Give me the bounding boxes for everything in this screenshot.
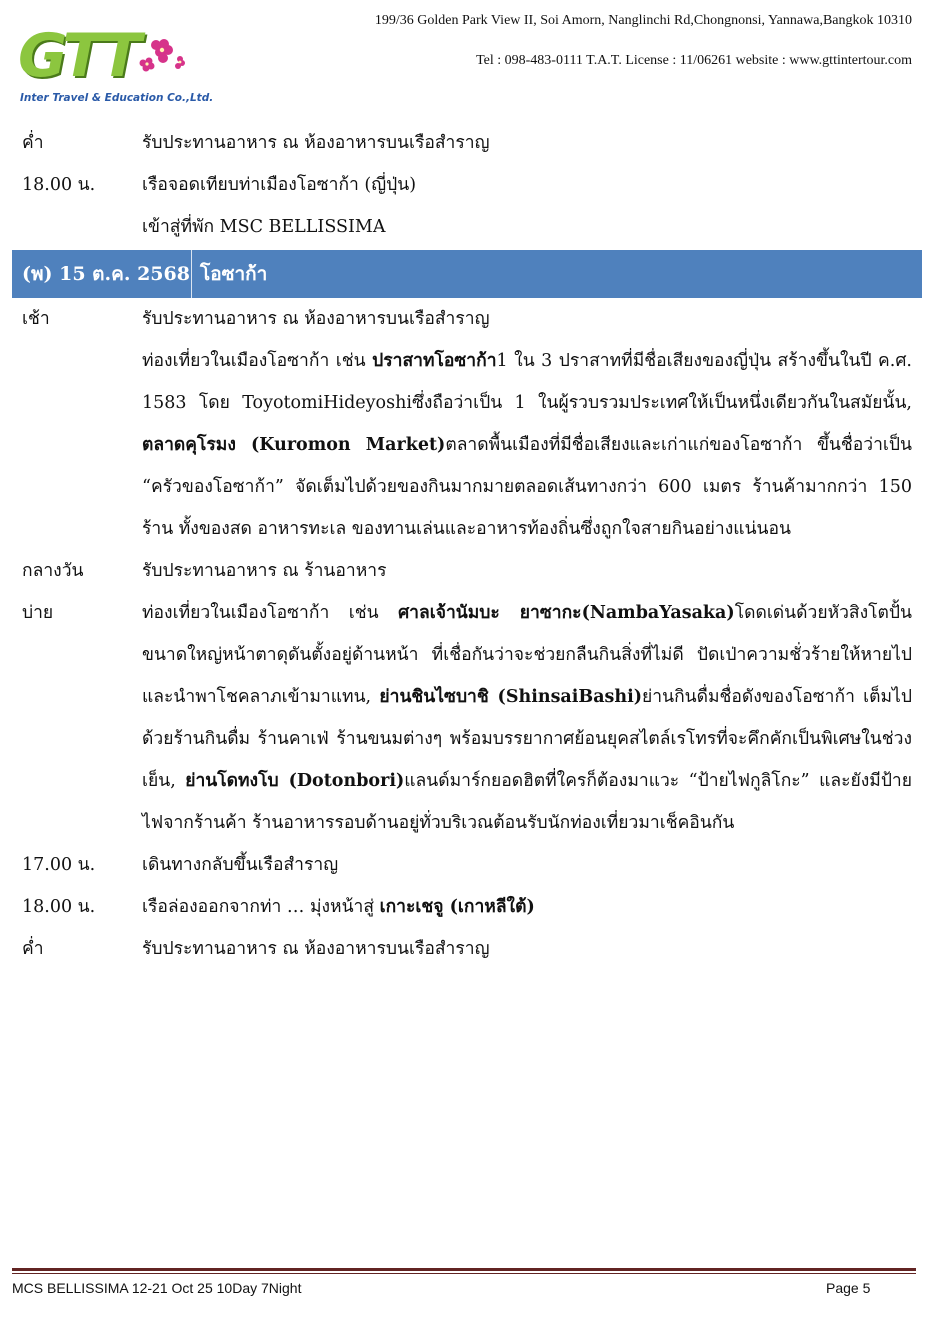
time-label: ค่ำ [22, 939, 44, 959]
desc-text: โดดเด่นด้วยหัวสิงโตปั้นขนาดใหญ่หน้าตาดุดันตั้งอยู่ด้านหน้า ที่เชื่อกันว่าจะช่วยกลืนกินสิ่งที่ไม่ดี ปัดเป่าความชั่วร้ายให้หายไปและนำพาโชคลาภเข้ามาแทน, [142, 603, 912, 707]
flower-icon [130, 30, 190, 80]
activity-text: รับประทานอาหาร ณ ห้องอาหารบนเรือสำราญ [142, 939, 490, 959]
time-label: 18.00 น. [22, 897, 96, 917]
time-label: ค่ำ [22, 133, 44, 153]
time-label: บ่าย [22, 603, 54, 623]
company-logo [18, 20, 214, 112]
highlight-jeju: เกาะเชจู (เกาหลีใต้) [379, 897, 535, 917]
activity-text: เรือจอดเทียบท่าเมืองโอซาก้า (ญี่ปุ่น) [142, 175, 417, 195]
highlight-shinsaibashi: ย่านชินไซบาชิ (ShinsaiBashi) [379, 687, 643, 707]
time-label: เช้า [22, 309, 50, 329]
company-contact: Tel : 098-483-0111 T.A.T. License : 11/06261 website : www.gttintertour.com [476, 53, 912, 68]
highlight-kuromon-market: ตลาดคุโรมง (Kuromon Market) [142, 435, 446, 455]
activity-text: เดินทางกลับขึ้นเรือสำราญ [142, 855, 339, 875]
desc-text: ท่องเที่ยวในเมืองโอซาก้า เช่น [142, 351, 373, 371]
highlight-namba-yasaka: ศาลเจ้านัมบะ ยาซากะ(NambaYasaka) [398, 603, 735, 623]
itinerary-row [12, 592, 922, 844]
logo-text: GTT [18, 21, 138, 91]
itinerary-row [12, 550, 922, 592]
itinerary-row [12, 122, 922, 164]
activity-text [142, 298, 922, 550]
time-label [12, 206, 142, 248]
footer-divider-thin [12, 1273, 916, 1274]
desc-text: แลนด์มาร์กยอดฮิตที่ใครก็ต้องมาแวะ “ป้ายไฟกูลิโกะ” และยังมีป้ายไฟจากร้านค้า ร้านอาหารรอบด้านอยู่ทั่วบริเวณต้อนรับนักท่องเที่ยวมาเช็คอินกัน [142, 771, 913, 833]
itinerary-row [12, 206, 922, 248]
morning-description [142, 340, 912, 550]
activity-text: รับประทานอาหาร ณ ร้านอาหาร [142, 561, 387, 581]
desc-text: 1 ใน 3 ปราสาทที่มีชื่อเสียงของญี่ปุ่น สร้างขึ้นในปี ค.ศ. 1583 โดย ToyotomiHideyoshiซึ่งถือว่าเป็น 1 ในผู้รวบรวมประเทศให้เป็นหนึ่งเดียวกันในสมัยนั้น, [142, 351, 912, 413]
highlight-dotonbori: ย่านโดทงโบ (Dotonbori) [185, 771, 405, 791]
time-label: 17.00 น. [22, 855, 96, 875]
logo-subtitle: Inter Travel & Education Co.,Ltd. [20, 92, 214, 104]
time-label: 18.00 น. [22, 175, 96, 195]
itinerary-row [12, 886, 922, 928]
itinerary-row [12, 844, 922, 886]
desc-text: เรือล่องออกจากท่า … มุ่งหน้าสู่ [142, 897, 380, 917]
day-date: (พ) 15 ต.ค. 2568 [12, 250, 192, 298]
page-number: Page 5 [826, 1280, 871, 1296]
itinerary-row [12, 928, 922, 970]
day-place: โอซาก้า [200, 263, 268, 285]
activity-text: เข้าสู่ที่พัก MSC BELLISSIMA [142, 217, 386, 237]
activity-text: รับประทานอาหาร ณ ห้องอาหารบนเรือสำราญ [142, 133, 490, 153]
activity-text [142, 886, 922, 928]
time-label: กลางวัน [22, 561, 84, 581]
desc-text: ตลาดพื้นเมืองที่มีชื่อเสียงและเก่าแก่ของโอซาก้า ขึ้นชื่อว่าเป็น “ครัวของโอซาก้า” จัดเต็มไปด้วยของกินมากมายตลอดเส้นทางกว่า 600 เมตร ร้านค้ามากกว่า 150 ร้าน ทั้งของสด อาหารทะเล ของทานเล่นและอาหารท้องถิ่นซึ่งถูกใจสายกินอย่างแน่นอน [142, 435, 912, 539]
footer-tour-name: MCS BELLISSIMA 12-21 Oct 25 10Day 7Night [12, 1280, 302, 1296]
company-address: 199/36 Golden Park View II, Soi Amorn, Nanglinchi Rd,Chongnonsi, Yannawa,Bangkok 10310 [374, 13, 912, 28]
day-header [12, 250, 922, 298]
afternoon-description [142, 592, 922, 844]
meal-text: รับประทานอาหาร ณ ห้องอาหารบนเรือสำราญ [142, 309, 490, 329]
itinerary-row [12, 298, 922, 550]
itinerary-row [12, 164, 922, 206]
itinerary-content [12, 122, 922, 970]
highlight-osaka-castle: ปราสาทโอซาก้า [372, 351, 497, 371]
desc-text: ย่านกินดื่มชื่อดังของโอซาก้า เต็มไปด้วยร้านกินดื่ม ร้านคาเฟ่ ร้านขนมต่างๆ พร้อมบรรยากาศย้อนยุคสไตล์เรโทรที่จะคึกคักเป็นพิเศษในช่วงเย็น, [142, 687, 912, 791]
footer-divider [12, 1268, 916, 1271]
desc-text: ท่องเที่ยวในเมืองโอซาก้า เช่น [142, 603, 399, 623]
